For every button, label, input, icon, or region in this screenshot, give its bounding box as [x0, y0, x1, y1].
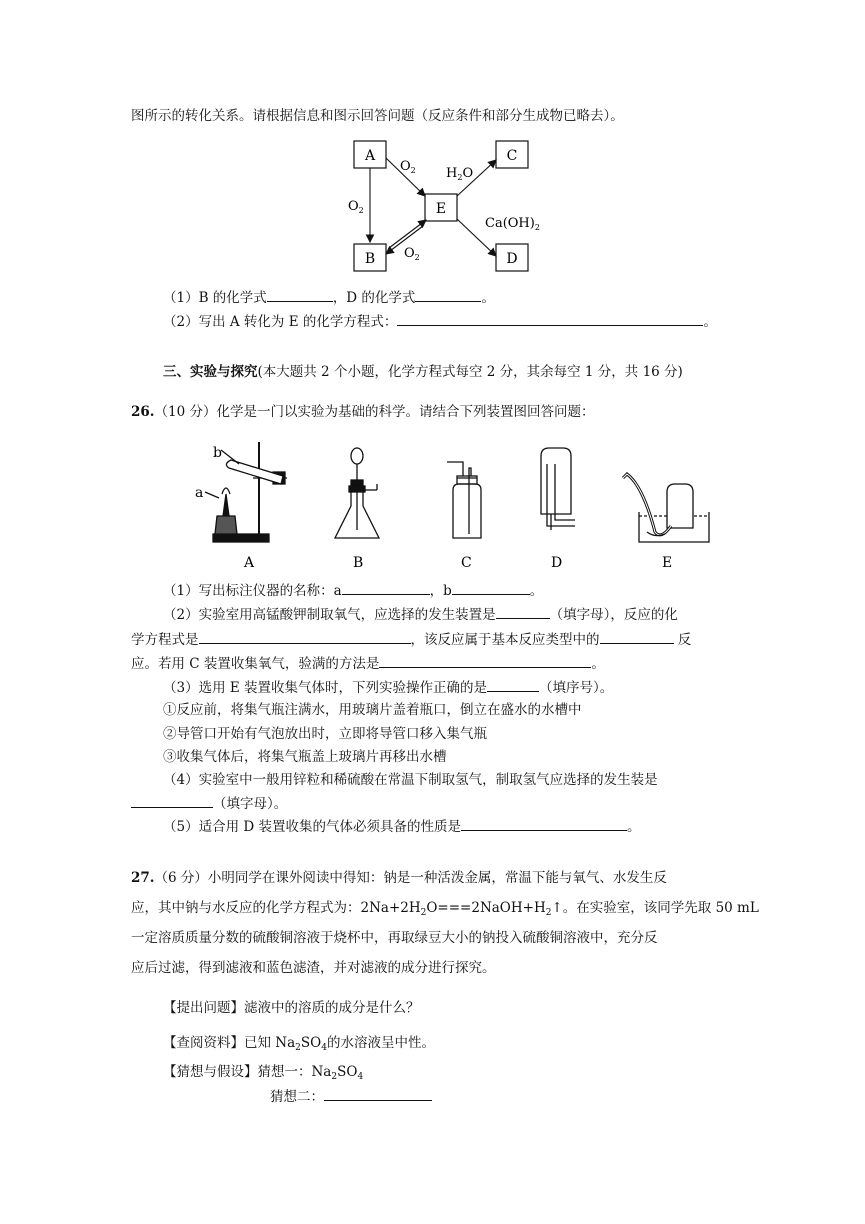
answer-blank[interactable]: [496, 604, 550, 619]
label-o2-b-e: $O_2$: [404, 246, 420, 262]
svg-text:D: D: [506, 251, 518, 267]
q27-hypothesis-2: [270, 1086, 432, 1107]
svg-text:B: B: [364, 251, 376, 267]
answer-blank[interactable]: [324, 1086, 432, 1101]
q27-text: 滤液中的溶质的成分是什么？: [244, 1000, 420, 1016]
answer-blank[interactable]: [452, 580, 530, 595]
label-h2o: $H_2O$: [446, 166, 474, 182]
q27-text: 的水溶液呈中性。: [326, 1035, 435, 1051]
reaction-diagram: [340, 136, 580, 278]
punct: 。: [591, 656, 605, 672]
q26-p2-text5: 反: [677, 632, 692, 648]
q27-text: 应，其中钠与水反应的化学方程式为：2Na+2H: [131, 900, 421, 916]
punct: 。: [627, 819, 641, 835]
q27-text: O===2NaOH+H: [426, 900, 546, 916]
q25-part1: [163, 287, 495, 308]
section-heading: [163, 362, 683, 382]
intro-text: 图所示的转化关系。请根据信息和图示回答问题（反应条件和部分生成物已略去）。: [131, 108, 624, 124]
q26-p2-text6: 应。若用 C 装置收集氧气，验满的方法是: [131, 656, 380, 672]
q26-part4-line2: [131, 793, 287, 814]
svg-text:C: C: [506, 148, 518, 164]
answer-blank[interactable]: [397, 311, 703, 326]
answer-blank[interactable]: [461, 816, 627, 831]
q26-p3-text2: （填序号）。: [539, 680, 614, 696]
q26-p2-text3: 学方程式是: [131, 632, 199, 648]
box-a: [354, 141, 386, 168]
answer-blank[interactable]: [199, 629, 411, 644]
q27-text: ↑。在实验室，该同学先取 50 mL: [551, 900, 759, 916]
label-caoh2: $Ca(OH)_2$: [485, 216, 540, 232]
q27-line4: 应后过滤，得到滤液和蓝色滤渣，并对滤液的成分进行探究。: [131, 960, 496, 976]
q26-part2-line1: [163, 604, 678, 625]
apparatus-figure: [195, 434, 710, 574]
q27-hypothesis-1: 【猜想与假设】猜想一：$Na_2SO_4$: [163, 1064, 364, 1082]
q27-text: SO: [300, 1035, 322, 1051]
answer-blank[interactable]: [267, 287, 333, 302]
q25-part2: [163, 311, 717, 332]
arrow-b-to-e: [389, 220, 426, 248]
q26-p2-text2: （填字母），反应的化: [549, 607, 678, 623]
q25-p1-text2: ，D 的化学式: [332, 290, 416, 306]
q27-text: SO: [337, 1064, 358, 1080]
q25-p1-text: （1）B 的化学式: [163, 290, 267, 306]
q27-line1: [131, 868, 667, 888]
answer-blank[interactable]: [342, 580, 430, 595]
q26-option-1: ①反应前，将集气瓶注满水，用玻璃片盖着瓶口，倒立在盛水的水槽中: [163, 702, 582, 718]
label-e: E: [662, 555, 673, 571]
label-b: B: [353, 555, 364, 571]
q25-p2-text: （2）写出 A 转化为 E 的化学方程式：: [163, 314, 398, 330]
q26-part5: [163, 816, 641, 837]
q26-option-3: ③收集气体后，将集气瓶盖上玻璃片再移出水槽: [163, 749, 447, 765]
label-o2-a-e: $O_2$: [400, 159, 416, 175]
q26-intro-text: （10 分）化学是一门以实验为基础的科学。请结合下列装置图回答问题：: [154, 404, 595, 420]
section-note: (本大题共 2 个小题，化学方程式每空 2 分，其余每空 1 分，共 16 分): [257, 364, 683, 380]
q27-reference: 【查阅资料】已知 $Na_2SO_4$的水溶液呈中性。: [163, 1035, 435, 1053]
box-b: [354, 244, 386, 271]
question-number: 27.: [131, 870, 155, 886]
q27-question: [163, 998, 420, 1018]
label-mark-a: a: [195, 485, 204, 501]
q27-text: （6 分）小明同学在课外阅读中得知：钠是一种活泼金属，常温下能与氧气、水发生反: [154, 870, 667, 886]
box-e: [425, 194, 457, 221]
section-title: 三、实验与探究: [163, 364, 258, 380]
q26-intro: [131, 402, 594, 422]
question-number: 26.: [131, 404, 155, 420]
q26-part3: [163, 677, 613, 698]
answer-blank[interactable]: [131, 793, 213, 808]
q26-part1: [163, 580, 543, 601]
punct: 。: [529, 583, 544, 599]
label-c: C: [461, 555, 472, 571]
q26-p1-text: （1）写出标注仪器的名称：a: [163, 583, 342, 599]
apparatus-e: [623, 474, 709, 542]
q26-p3-text: （3）选用 E 装置收集气体时，下列实验操作正确的是: [163, 680, 488, 696]
svg-text:E: E: [435, 201, 447, 217]
answer-blank[interactable]: [379, 653, 591, 668]
q26-p4-text: （填字母）。: [213, 796, 288, 812]
box-c: [496, 141, 528, 168]
bracket-label: 【猜想与假设】: [163, 1064, 258, 1080]
q26-p5-text: （5）适合用 D 装置收集的气体必须具备的性质是: [163, 819, 461, 835]
q26-part2-line2: [131, 629, 691, 650]
punct: 。: [481, 290, 495, 306]
apparatus-b: [335, 448, 379, 538]
label-d: D: [551, 555, 563, 571]
q27-text: 已知 Na: [244, 1035, 296, 1051]
bracket-label: 【查阅资料】: [163, 1035, 244, 1051]
q26-p2-text: （2）实验室用高锰酸钾制取氧气，应选择的发生装置是: [163, 607, 496, 623]
label-a: A: [244, 555, 255, 571]
q26-p1-text2: ，b: [429, 583, 452, 599]
q27-line3: 一定溶质质量分数的硫酸铜溶液于烧杯中，再取绿豆大小的钠投入硫酸铜溶液中，充分反: [131, 930, 658, 946]
apparatus-c: [447, 462, 481, 538]
label-o2-a-b: $O_2$: [348, 199, 364, 215]
q26-part2-line3: [131, 653, 605, 674]
bracket-label: 【提出问题】: [163, 1000, 244, 1016]
q26-part4-line1: （4）实验室中一般用锌粒和稀硫酸在常温下制取氢气，制取氢气应选择的发生装是: [163, 772, 658, 788]
label-mark-b: b: [213, 445, 222, 461]
q26-p2-text4: ，该反应属于基本反应类型中的: [410, 632, 600, 648]
q26-option-2: ②导管口开始有气泡放出时，立即将导管口移入集气瓶: [163, 726, 487, 742]
answer-blank[interactable]: [600, 629, 674, 644]
q27-line2: 应，其中钠与水反应的化学方程式为：$2Na+2H_2O===2NaOH+H_2↑$。在实验室，该同学先取 50 mL: [131, 900, 759, 918]
box-d: [496, 244, 528, 271]
punct: 。: [703, 314, 717, 330]
answer-blank[interactable]: [415, 287, 481, 302]
q27-text: 猜想一：Na: [257, 1064, 332, 1080]
answer-blank[interactable]: [487, 677, 539, 692]
q27-text: 猜想二：: [270, 1089, 324, 1105]
apparatus-d: [541, 448, 575, 530]
svg-text:A: A: [364, 148, 376, 164]
